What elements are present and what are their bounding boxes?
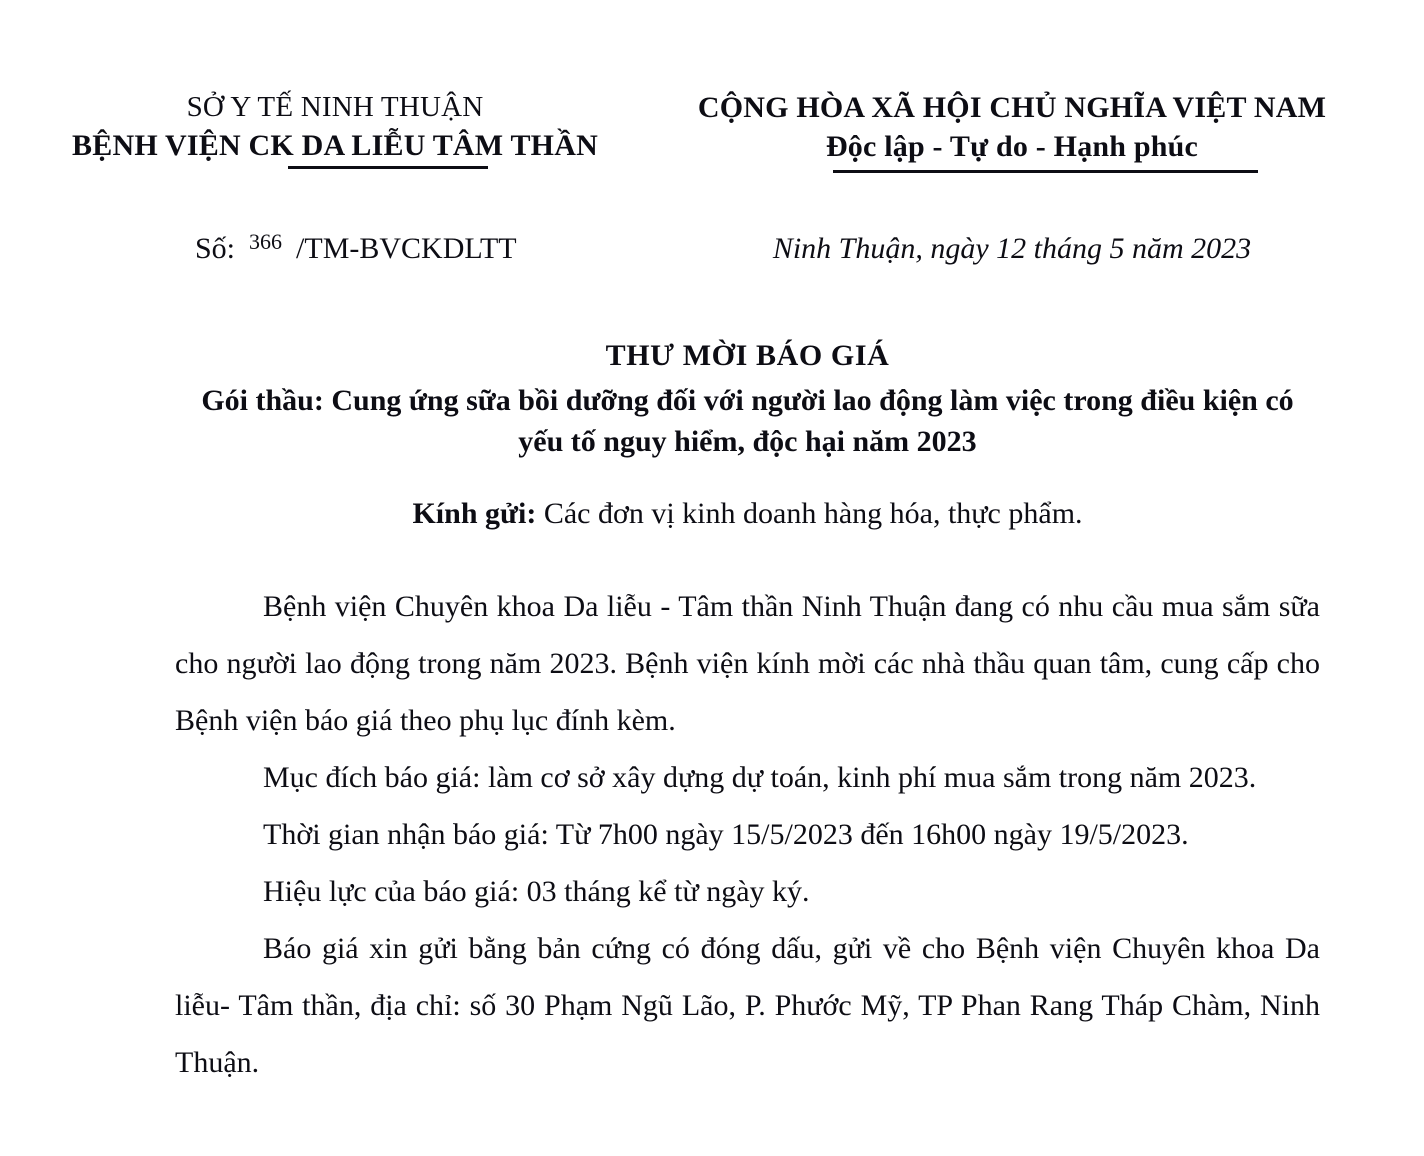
body-paragraph-2: Mục đích báo giá: làm cơ sở xây dựng dự toán, kinh phí mua sắm trong năm 2023. <box>263 761 1257 794</box>
bid-package-title: Gói thầu: Cung ứng sữa bồi dưỡng đối với người lao động làm việc trong điều kiện có yếu tố nguy hiểm, độc hại năm 2023 <box>201 384 1294 458</box>
document-body <box>175 578 1320 1091</box>
document-meta-row <box>0 222 1424 269</box>
body-paragraph-4: Hiệu lực của báo giá: 03 tháng kể từ ngày ký. <box>263 875 810 908</box>
recipient-label: Kính gửi: <box>412 497 537 530</box>
document-title: THƯ MỜI BÁO GIÁ <box>605 339 890 372</box>
body-paragraph-3: Thời gian nhận báo giá: Từ 7h00 ngày 15/5/2023 đến 16h00 ngày 19/5/2023. <box>263 818 1189 851</box>
recipient-value: Các đơn vị kinh doanh hàng hóa, thực phẩm. <box>536 497 1083 530</box>
document-number-symbol: /TM-BVCKDLTT <box>296 232 517 265</box>
issuing-department: SỞ Y TẾ NINH THUẬN <box>186 91 484 123</box>
header-right-column <box>640 88 1424 167</box>
recipient-line <box>175 494 1320 534</box>
header-left-column <box>0 88 640 166</box>
issuing-hospital: BỆNH VIỆN CK DA LIỄU TÂM THẦN <box>72 129 598 162</box>
national-motto: Độc lập - Tự do - Hạnh phúc <box>825 130 1199 163</box>
document-number-group <box>0 222 640 269</box>
document-number-label: Số: <box>195 232 236 265</box>
document-header <box>0 88 1424 167</box>
motto-underline-rule <box>833 170 1258 173</box>
hospital-underline-rule <box>288 166 488 169</box>
title-block <box>175 336 1320 462</box>
document-number-value: 366 <box>249 229 283 254</box>
body-paragraph-1: Bệnh viện Chuyên khoa Da liễu - Tâm thần Ninh Thuận đang có nhu cầu mua sắm sữa cho người lao động trong năm 2023. Bệnh viện kính mời các nhà thầu quan tâm, cung cấp cho Bệnh viện báo giá theo phụ lục đính kèm. <box>175 590 1320 737</box>
national-name: CỘNG HÒA XÃ HỘI CHỦ NGHĨA VIỆT NAM <box>697 91 1327 124</box>
place-and-date: Ninh Thuận, ngày 12 tháng 5 năm 2023 <box>772 232 1252 265</box>
body-paragraph-5: Báo giá xin gửi bằng bản cứng có đóng dấu, gửi về cho Bệnh viện Chuyên khoa Da liễu- Tâm thần, địa chỉ: số 30 Phạm Ngũ Lão, P. Phước Mỹ, TP Phan Rang Tháp Chàm, Ninh Thuận. <box>175 932 1320 1079</box>
